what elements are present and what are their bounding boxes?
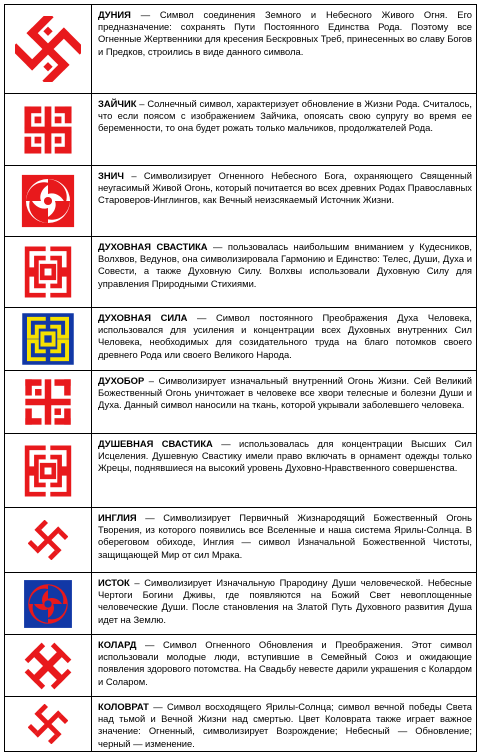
table-row bbox=[5, 434, 477, 508]
table-row bbox=[5, 5, 477, 94]
symbol-description: Символизирует Огненного Небесного Бога, охраняющего Священный неугасимый Живой Огонь, который почитается во всех древних Родах Православных Староверов-Инглингов, как Вечный неизсякаемый Источник Жизни. bbox=[98, 170, 472, 206]
table-row bbox=[5, 371, 477, 434]
dukhovnaya-sila-icon bbox=[20, 311, 76, 367]
dukhovnaya-svastika-icon bbox=[19, 243, 77, 301]
symbol-description: использовалась для концентрации Высших Сил Исцеления. Душевную Свастику имели право включать в орнамент одежды только Жрецы, поднявшиеся на высокий уровень Духовно-Нравственного совершенства. bbox=[98, 438, 472, 474]
description-cell: ДУХОВНАЯ СВАСТИКА — пользовалась наибольшим вниманием у Кудесников, Волхвов, Ведунов, она символизировала Гармонию и Единство: Телес, Души, Духа и Совести, а также Духовную Силу. Волхвы использовали Духовную Силу для управления Природными Стихиями. bbox=[92, 237, 477, 307]
ingliya-symbol-icon bbox=[28, 520, 68, 560]
symbol-title: ЗНИЧ bbox=[98, 170, 124, 181]
znich-symbol-icon bbox=[19, 172, 77, 230]
symbol-title: ДУХОВНАЯ СИЛА bbox=[98, 312, 188, 323]
symbol-description: Символизирует Первичный Жизнародящий Божественный Огонь Творения, из которого появились все Вселенные и наша система Ярилы-Солнца. В обереговом обиходе, Инглия — символ Изначальной Божественной Чистоты, защищающей Мир от сил Мрака. bbox=[98, 512, 472, 560]
description-cell: ИНГЛИЯ — Символизирует Первичный Жизнародящий Божественный Огонь Творения, из которого появились все Вселенные и наша система Ярилы-Солнца. В обереговом обиходе, Инглия — символ Изначальной Божественной Чистоты, защищающей Мир от сил Мрака. bbox=[92, 508, 477, 572]
symbol-title: КОЛАРД bbox=[98, 639, 137, 650]
table-row bbox=[5, 237, 477, 308]
description-cell: ДУХОБОР – Символизирует изначальный внутренний Огонь Жизни. Сей Великий Божественный Огонь уничтожает в человеке все хвори телесные и болезни Души и Духа. Данный символ наносили на ткань, которой укрывали заболевшего человека. bbox=[92, 371, 477, 433]
table-row bbox=[5, 697, 477, 752]
symbol-description: Символизирует Изначальную Прародину Души человеческой. Небесные Чертоги Богини Дживы, где появляются на Божий Свет невоплощенные человеческие Души. После становления на Златой Путь Духовного развития Душа идет на Землю. bbox=[98, 577, 472, 625]
table-row bbox=[5, 635, 477, 697]
table-row bbox=[5, 94, 477, 166]
symbol-title: КОЛОВРАТ bbox=[98, 701, 149, 712]
icon-cell bbox=[5, 434, 92, 507]
description-cell: ДУХОВНАЯ СИЛА — Символ постоянного Преображения Духа Человека, использовался для усиления и концентрации всех Духовных внутренних Сил Человека, необходимых для созидательного труда на благо потомков своего древнего Рода или своего Великого Народа. bbox=[92, 308, 477, 370]
table-row bbox=[5, 508, 477, 573]
symbol-title: ДУХОВНАЯ СВАСТИКА bbox=[98, 241, 208, 252]
icon-cell bbox=[5, 371, 92, 433]
symbol-title: ДУХОБОР bbox=[98, 375, 145, 386]
icon-cell bbox=[5, 508, 92, 572]
description-cell: КОЛОВРАТ — Символ восходящего Ярилы-Солнца; символ вечной победы Света над тьмой и Вечной Жизни над смертью. Цвет Коловрата также играет важное значение: Огненный, символизирует Возрождение; Небесный — Обновление; черный — изменение. bbox=[92, 697, 477, 751]
symbol-title: ДУНИЯ bbox=[98, 9, 131, 20]
symbol-title: ИСТОК bbox=[98, 577, 130, 588]
kolovrat-symbol-icon bbox=[28, 704, 68, 744]
icon-cell bbox=[5, 166, 92, 236]
description-cell: КОЛАРД — Символ Огненного Обновления и Преображения. Этот символ использовали молодые люди, вступившие в Семейный Союз и ожидающие появления здорового потомства. На Свадьбу невесте дарили украшения с Колардом и Соларом. bbox=[92, 635, 477, 696]
duniya-symbol-icon bbox=[15, 16, 81, 82]
icon-cell bbox=[5, 635, 92, 696]
kolard-symbol-icon bbox=[23, 641, 73, 691]
table-row bbox=[5, 308, 477, 371]
description-cell: ДУНИЯ — Символ соединения Земного и Небесного Живого Огня. Его предназначение: сохранять Пути Постоянного Единства Рода. Поэтому все Огненные Жертвенники для кресения Бескровных Треб, принесенных во славу Богов и Предков, строились в виде данного символа. bbox=[92, 5, 477, 93]
icon-cell bbox=[5, 308, 92, 370]
icon-cell bbox=[5, 573, 92, 634]
symbol-title: ДУШЕВНАЯ СВАСТИКА bbox=[98, 438, 213, 449]
symbol-title: ЗАЙЧИК bbox=[98, 98, 137, 109]
zaychik-symbol-icon bbox=[20, 102, 76, 158]
description-cell: ЗАЙЧИК – Солнечный символ, характеризует обновление в Жизни Рода. Считалось, что если поясом с изображением Зайчика, опоясать свою супругу во время ее беременности, то она будет рожать только мальчиков, продолжателей Рода. bbox=[92, 94, 477, 165]
icon-cell bbox=[5, 5, 92, 93]
dushevnaya-svastika-icon bbox=[19, 442, 77, 500]
description-cell: ИСТОК – Символизирует Изначальную Прародину Души человеческой. Небесные Чертоги Богини Дживы, где появляются на Божий Свет невоплощенные человеческие Души. После становления на Златой Путь Духовного развития Душа идет на Землю. bbox=[92, 573, 477, 634]
description-cell: ДУШЕВНАЯ СВАСТИКА — использовалась для концентрации Высших Сил Исцеления. Душевную Свастику имели право включать в орнамент одежды только Жрецы, поднявшиеся на высокий уровень Духовно-Нравственного совершенства. bbox=[92, 434, 477, 507]
symbol-description: Солнечный символ, характеризует обновление в Жизни Рода. Считалось, что если поясом с изображением Зайчика, опоясать свою супругу во время ее беременности, то она будет рожать только мальчиков, продолжателей Рода. bbox=[98, 98, 472, 134]
icon-cell bbox=[5, 237, 92, 307]
table-row bbox=[5, 166, 477, 237]
symbol-description: Символ постоянного Преображения Духа Человека, использовался для усиления и концентрации всех Духовных внутренних Сил Человека, необходимых для созидательного труда на благо потомков своего древнего Рода или своего Великого Народа. bbox=[98, 312, 472, 360]
symbol-description: пользовалась наибольшим вниманием у Кудесников, Волхвов, Ведунов, она символизировала Гармонию и Единство: Телес, Души, Духа и Совести, а также Духовную Силу. Волхвы использовали Духовную Силу для управления Природными Стихиями. bbox=[98, 241, 472, 289]
symbol-title: ИНГЛИЯ bbox=[98, 512, 137, 523]
icon-cell bbox=[5, 94, 92, 165]
symbols-table bbox=[4, 4, 477, 752]
icon-cell bbox=[5, 697, 92, 751]
description-cell: ЗНИЧ – Символизирует Огненного Небесного Бога, охраняющего Священный неугасимый Живой Огонь, который почитается во всех древних Родах Православных Староверов-Инглингов, как Вечный неизсякаемый Источник Жизни. bbox=[92, 166, 477, 236]
symbol-description: Символ соединения Земного и Небесного Живого Огня. Его предназначение: сохранять Пути Постоянного Единства Рода. Поэтому все Огненные Жертвенники для кресения Бескровных Треб, принесенных во славу Богов и Предков, строились в виде данного символа. bbox=[98, 9, 472, 57]
symbol-description: Символ Огненного Обновления и Преображения. Этот символ использовали молодые люди, вступившие в Семейный Союз и ожидающие появления здорового потомства. На Свадьбу невесте дарили украшения с Колардом и Соларом. bbox=[98, 639, 472, 687]
table-row bbox=[5, 573, 477, 635]
symbol-description: Символизирует изначальный внутренний Огонь Жизни. Сей Великий Божественный Огонь уничтожает в человеке все хвори телесные и болезни Души и Духа. Данный символ наносили на ткань, которой укрывали заболевшего человека. bbox=[98, 375, 472, 411]
istok-symbol-icon bbox=[22, 578, 74, 630]
symbol-description: Символ восходящего Ярилы-Солнца; символ вечной победы Света над тьмой и Вечной Жизни над смертью. Цвет Коловрата также играет важное значение: Огненный, символизирует Возрождение; Небесный — Обновление; черный — изменение. bbox=[98, 701, 472, 749]
dukhobor-symbol-icon bbox=[21, 375, 75, 429]
